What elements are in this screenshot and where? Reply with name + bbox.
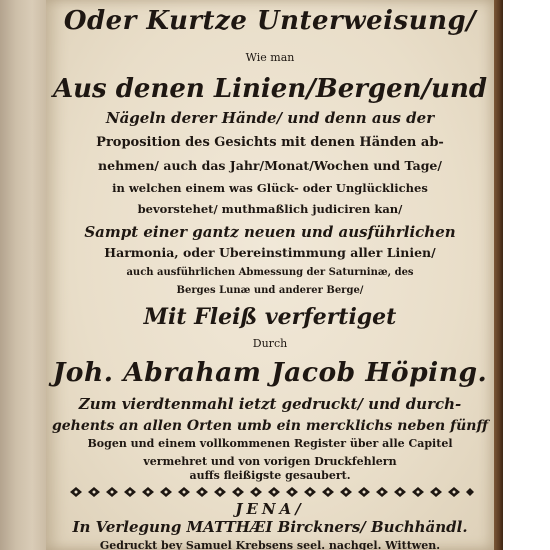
title-line-18: Bogen und einem vollkommenen Register über alle Capitel [87,437,453,450]
title-line-7: in welchen einem was Glück- oder Unglückliches [112,181,428,195]
title-line-14: Durch [252,337,288,350]
title-line-8: bevorstehet/ muthmaßlich judiciren kan/ [137,202,403,216]
title-line-11: auch ausführlichen Abmessung der Saturninæ, des [126,267,414,278]
title-line-12: Berges Lunæ und anderer Berge/ [176,285,364,296]
title-line-19: vermehret und von vorigen Druckfehlern [143,455,397,468]
title-line-3: Aus denen Linien/Bergen/und [52,74,488,104]
publisher-line: In Verlegung MATTHÆI Birckners/ Buchhändl. [72,518,468,536]
title-line-13: Mit Fleiß verfertiget [143,304,397,330]
title-line-20: auffs fleißigste gesaubert. [189,469,351,482]
title-line-5: Proposition des Gesichts mit denen Händen ab- [96,135,444,150]
title-line-1: Oder Kurtze Unterweisung/ [63,6,477,36]
title-line-2: Wie man [245,51,295,64]
title-line-4: Nägeln derer Hände/ und denn aus der [105,109,435,127]
book-page-edges [0,0,47,550]
book-cover-edge [494,0,503,550]
title-line-10: Harmonia, oder Ubereinstimmung aller Linien/ [104,245,436,260]
title-line-9: Sampt einer gantz neuen und ausführlichen [84,223,456,241]
title-line-6: nehmen/ auch das Jahr/Monat/Wochen und Tage/ [98,158,442,173]
author-name: Joh. Abraham Jacob Höping. [52,357,488,388]
title-line-16: Zum vierdtenmahl ietzt gedruckt/ und durch- [78,395,462,413]
ornament-border [66,486,474,498]
printer-line: Gedruckt bey Samuel Krebsens seel. nachgel. Wittwen. [99,539,441,550]
title-line-17: gehents an allen Orten umb ein mercklichs neben fünff [51,418,489,434]
title-page [46,0,494,550]
place-of-publication: JENA/ [235,500,305,518]
